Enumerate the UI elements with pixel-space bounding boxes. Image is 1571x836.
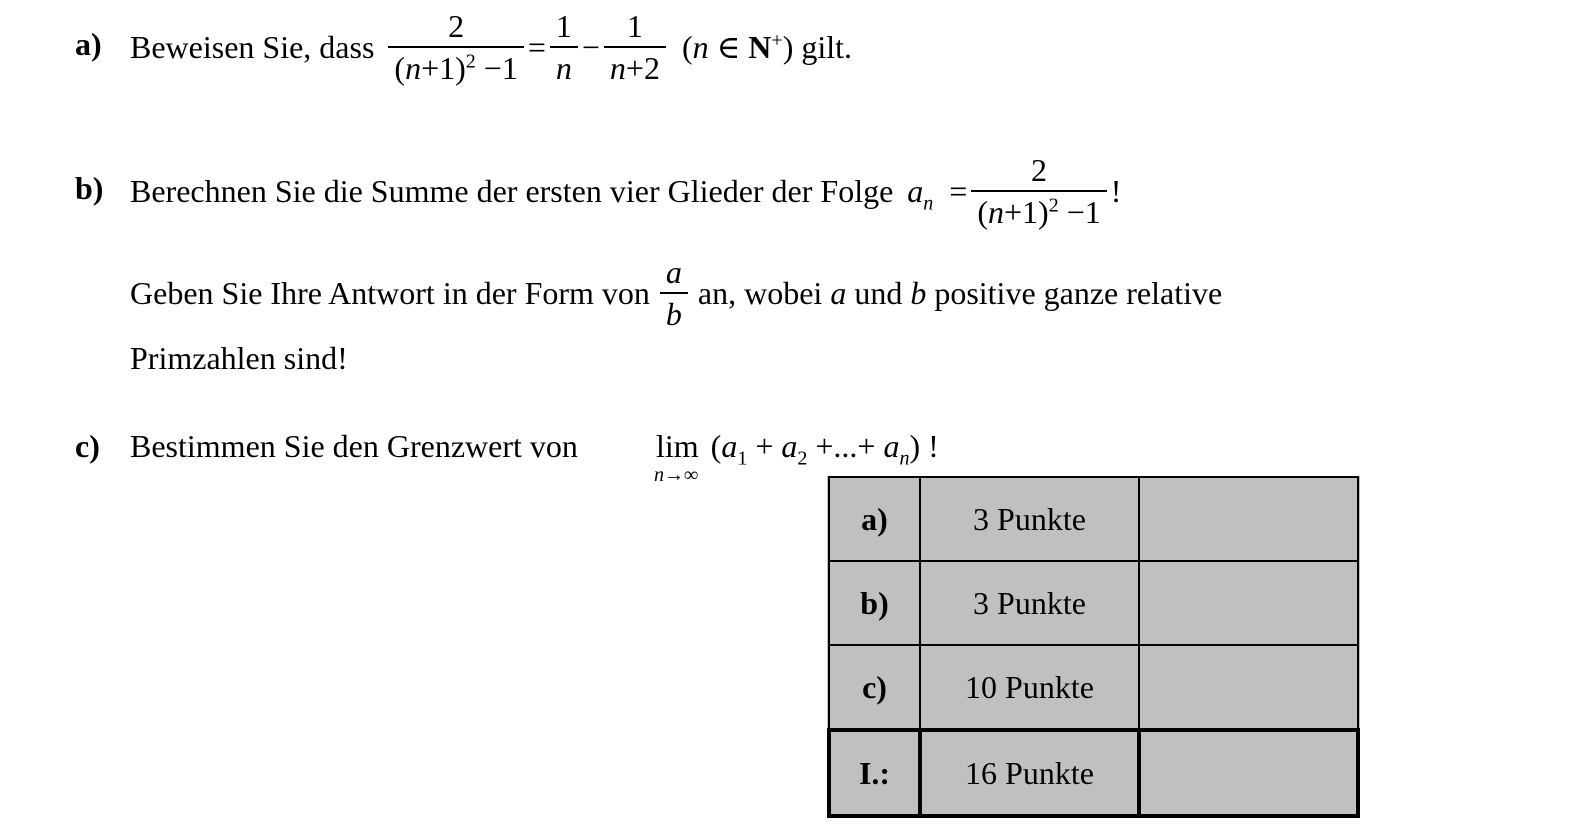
task-b-line-3: Primzahlen sind!	[130, 340, 348, 376]
minus-sign: −	[581, 28, 600, 65]
score-table	[827, 476, 1360, 818]
task-b-fraction-numerator: 2	[1031, 152, 1048, 188]
subscript-2: 2	[797, 447, 808, 470]
var-a: a	[883, 428, 900, 464]
task-c-text: Bestimmen Sie den Grenzwert von	[130, 428, 578, 464]
fraction-denominator-b: b	[660, 292, 688, 334]
var-a: a	[907, 172, 924, 209]
lim-subscript: n→∞	[654, 464, 699, 486]
paren-close: ) !	[909, 428, 939, 464]
plus-two: +2	[625, 50, 660, 86]
condition-close: ) gilt.	[782, 29, 853, 65]
task-b-line-1	[130, 148, 1121, 234]
task-a-fraction-2	[550, 6, 578, 88]
score-row-label: a)	[829, 477, 920, 561]
task-a-fraction-1-numerator: 2	[448, 8, 465, 44]
subscript-n: n	[923, 191, 934, 214]
var-b: b	[910, 274, 927, 311]
task-a-fraction-2-numerator: 1	[555, 8, 572, 44]
var-a: a	[781, 428, 798, 464]
score-row-blank	[1139, 561, 1358, 645]
var-n: n	[692, 29, 709, 65]
task-a-fraction-3-numerator: 1	[626, 8, 643, 44]
table-row	[829, 645, 1358, 730]
score-total-label: I.:	[829, 730, 920, 816]
plus-one: +1)	[421, 50, 466, 86]
score-row-blank	[1139, 645, 1358, 730]
var-n: n	[988, 194, 1004, 230]
sequence-term	[907, 172, 934, 214]
subscript-1: 1	[737, 447, 748, 470]
subscript-n: n	[899, 447, 910, 470]
fraction-a-over-b	[660, 252, 688, 334]
minus-one: −1	[475, 50, 518, 86]
exponent: 2	[1048, 194, 1059, 217]
score-row-blank	[1139, 477, 1358, 561]
paren: (	[977, 194, 988, 230]
exclamation: !	[1110, 172, 1122, 209]
element-of: ∈	[708, 29, 749, 65]
task-a-fraction-1	[388, 6, 523, 88]
lim-word: lim	[656, 428, 699, 464]
score-total-blank	[1139, 730, 1358, 816]
task-b-text-3: an, wobei	[697, 274, 823, 311]
equals-sign: =	[949, 172, 968, 209]
equals-sign: =	[527, 28, 546, 65]
var-n: n	[609, 50, 626, 86]
task-b-fraction	[971, 150, 1106, 232]
word-und: und	[854, 274, 903, 311]
natural-numbers-set: N	[748, 29, 772, 65]
paren: (	[710, 428, 722, 464]
score-row-points: 10 Punkte	[920, 645, 1139, 730]
paren: (	[394, 50, 406, 86]
task-b-label: b)	[75, 170, 104, 206]
score-row-points: 3 Punkte	[920, 561, 1139, 645]
superscript-plus: +	[771, 29, 783, 52]
score-row-label: c)	[829, 645, 920, 730]
task-a-fraction-3-denominator	[604, 46, 666, 88]
task-a-condition	[682, 28, 852, 66]
lim-operator	[654, 428, 699, 486]
task-b-text-2: Geben Sie Ihre Antwort in der Form von	[130, 274, 650, 311]
task-b-fraction-denominator	[971, 190, 1106, 232]
task-c-label: c)	[75, 428, 100, 464]
table-row	[829, 561, 1358, 645]
score-total-points: 16 Punkte	[920, 730, 1139, 816]
minus-one: −1	[1058, 194, 1101, 230]
var-n: n	[405, 50, 422, 86]
task-a-intro: Beweisen Sie, dass	[130, 28, 375, 65]
exponent: 2	[465, 50, 476, 73]
table-row	[829, 477, 1358, 561]
var-a: a	[830, 274, 847, 311]
plus-ellipsis: +...+	[807, 428, 884, 464]
task-b-text: Berechnen Sie die Summe der ersten vier Glieder der Folge	[130, 172, 894, 209]
score-row-points: 3 Punkte	[920, 477, 1139, 561]
task-a-fraction-2-denominator: n	[550, 46, 578, 88]
var-a: a	[721, 428, 738, 464]
table-row-total	[829, 730, 1358, 816]
score-row-label: b)	[829, 561, 920, 645]
task-a-statement	[130, 4, 852, 90]
task-a-fraction-1-denominator	[388, 46, 523, 88]
plus: +	[747, 428, 782, 464]
task-a-label: a)	[75, 26, 102, 62]
plus-one: +1)	[1004, 194, 1049, 230]
task-c-limit-expression	[654, 428, 939, 486]
task-b-text-4: positive ganze relative	[934, 274, 1223, 311]
paren: (	[681, 29, 693, 65]
task-a-fraction-3	[604, 6, 666, 88]
task-b-line-2	[130, 250, 1222, 336]
fraction-numerator-a: a	[665, 254, 682, 290]
